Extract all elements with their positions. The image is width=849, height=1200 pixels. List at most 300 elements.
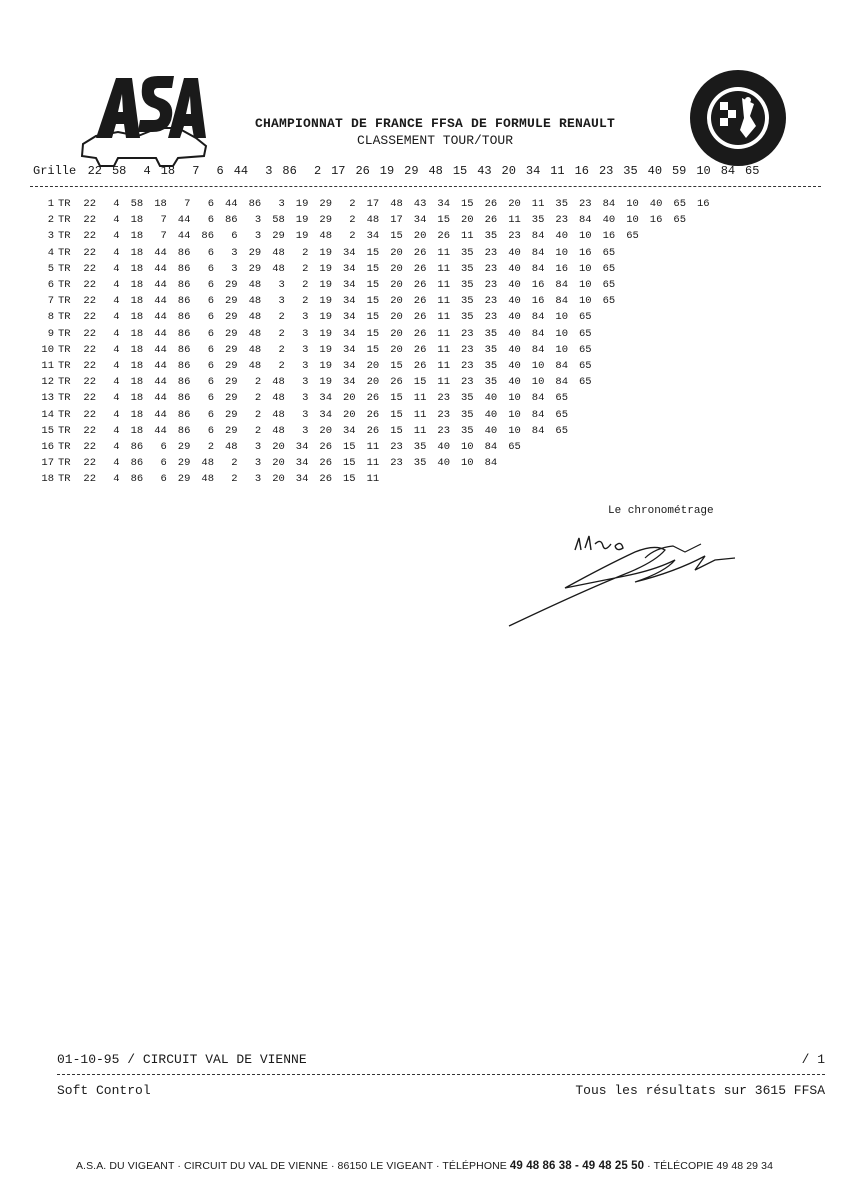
- lap-position: 6: [207, 295, 214, 308]
- grid-position: 6: [216, 164, 224, 178]
- lap-position: 84: [555, 279, 568, 291]
- lap-position: 19: [295, 198, 309, 210]
- lap-position: 34: [295, 473, 309, 486]
- lap-position: 40: [484, 424, 498, 437]
- lap-position: 19: [319, 311, 332, 324]
- lap-position: 44: [154, 279, 167, 291]
- lap-position: 22: [83, 246, 96, 259]
- lap-position: 22: [83, 198, 96, 210]
- lap-position: 44: [224, 198, 238, 210]
- lap-position: 22: [83, 295, 96, 308]
- grid-position: 65: [745, 164, 760, 178]
- lap-position: 84: [531, 424, 545, 437]
- lap-position: 29: [224, 424, 238, 437]
- lap-position: 26: [437, 230, 450, 243]
- lap-tag: TR: [58, 392, 71, 405]
- lap-position: 35: [460, 262, 474, 275]
- lap-position: 34: [295, 457, 309, 470]
- lap-tag: TR: [58, 214, 71, 227]
- lap-position: 18: [130, 262, 144, 275]
- lap-position: 86: [177, 246, 191, 259]
- lap-position: 48: [248, 360, 262, 372]
- phone-number-2: 49 48 25 50: [582, 1160, 645, 1172]
- lap-position: 19: [319, 360, 332, 372]
- lap-position: 35: [460, 246, 474, 259]
- lap-number: 3: [47, 230, 54, 243]
- lap-position: 29: [319, 198, 332, 210]
- grid-position: 58: [111, 164, 127, 178]
- lap-position: 15: [390, 408, 403, 421]
- lap-position: 6: [207, 262, 214, 275]
- lap-position: 29: [224, 295, 238, 308]
- lap-position: 86: [177, 360, 191, 372]
- lap-position: 22: [83, 214, 96, 227]
- lap-position: 23: [508, 230, 521, 243]
- lap-position: 65: [555, 392, 568, 405]
- lap-position: 16: [531, 279, 545, 291]
- lap-position: 10: [555, 246, 568, 259]
- address-text: A.S.A. DU VIGEANT · CIRCUIT DU VAL DE VIENNE · 86150 LE VIGEANT · TÉLÉPHONE: [75, 1160, 510, 1172]
- lap-position: 84: [531, 246, 545, 259]
- lap-position: 3: [254, 473, 262, 486]
- lap-tag: TR: [58, 198, 71, 210]
- lap-position: 29: [224, 343, 238, 356]
- lap-position: 15: [390, 230, 403, 243]
- lap-tag: TR: [58, 295, 71, 308]
- lap-position: 19: [295, 230, 309, 243]
- lap-position: 48: [248, 295, 262, 308]
- grid-position: 22: [87, 164, 102, 178]
- lap-position: 26: [484, 214, 498, 227]
- lap-position: 7: [160, 230, 167, 243]
- lap-position: 18: [130, 311, 144, 324]
- lap-position: 22: [83, 262, 96, 275]
- lap-tag: TR: [58, 441, 71, 453]
- lap-position: 20: [390, 262, 403, 275]
- lap-number: 12: [41, 376, 54, 389]
- lap-position: 6: [207, 424, 214, 437]
- lap-position: 26: [319, 441, 332, 453]
- lap-position: 86: [177, 392, 191, 405]
- lap-position: 2: [254, 392, 262, 405]
- lap-number: 2: [47, 214, 54, 227]
- lap-position: 26: [413, 246, 427, 259]
- lap-position: 6: [231, 230, 238, 243]
- lap-position: 44: [177, 230, 191, 243]
- lap-position: 65: [602, 262, 616, 275]
- lap-position: 17: [390, 214, 403, 227]
- lap-position: 4: [113, 392, 120, 405]
- lap-position: 26: [366, 408, 380, 421]
- lap-position: 11: [508, 214, 521, 227]
- lap-position: 86: [177, 311, 191, 324]
- lap-position: 15: [437, 214, 450, 227]
- lap-position: 2: [278, 327, 285, 340]
- lap-position: 48: [224, 441, 238, 453]
- lap-position: 26: [366, 392, 380, 405]
- lap-position: 23: [555, 214, 568, 227]
- lap-position: 3: [302, 424, 309, 437]
- lap-position: 34: [295, 441, 309, 453]
- lap-position: 23: [484, 246, 498, 259]
- lap-position: 26: [413, 279, 427, 291]
- grid-position: 40: [647, 164, 663, 178]
- lap-position: 4: [113, 198, 120, 210]
- lap-position: 18: [130, 230, 144, 243]
- lap-position: 34: [342, 246, 356, 259]
- lap-position: 84: [531, 408, 545, 421]
- lap-position: 34: [342, 376, 356, 389]
- lap-position: 84: [531, 343, 545, 356]
- lap-position: 15: [366, 311, 380, 324]
- lap-tag: TR: [58, 230, 71, 243]
- lap-position: 20: [390, 311, 403, 324]
- lap-position: 11: [437, 295, 450, 308]
- lap-position: 22: [83, 230, 96, 243]
- lap-position: 40: [508, 376, 521, 389]
- grid-position: 23: [598, 164, 614, 178]
- lap-position: 84: [602, 198, 616, 210]
- lap-position: 19: [319, 295, 332, 308]
- lap-position: 6: [207, 392, 214, 405]
- grid-position: 29: [404, 164, 419, 178]
- footer-page-number: / 1: [801, 1052, 825, 1067]
- lap-position: 20: [319, 424, 332, 437]
- lap-position: 23: [460, 360, 474, 372]
- lap-position: 11: [437, 376, 450, 389]
- lap-position: 58: [272, 214, 285, 227]
- lap-position: 86: [248, 198, 262, 210]
- lap-position: 3: [278, 295, 285, 308]
- lap-position: 11: [437, 311, 450, 324]
- lap-position: 65: [508, 441, 521, 453]
- lap-position: 16: [531, 295, 545, 308]
- grid-position: 26: [355, 164, 370, 178]
- lap-tag: TR: [58, 457, 71, 470]
- lap-position: 11: [437, 279, 450, 291]
- lap-tag: TR: [58, 408, 71, 421]
- lap-position: 22: [83, 441, 96, 453]
- lap-position: 2: [302, 295, 309, 308]
- lap-position: 6: [207, 408, 214, 421]
- lap-position: 16: [649, 214, 663, 227]
- lap-position: 15: [366, 343, 380, 356]
- lap-position: 3: [302, 343, 309, 356]
- lap-position: 20: [390, 327, 403, 340]
- lap-position: 84: [531, 327, 545, 340]
- lap-position: 48: [248, 343, 262, 356]
- lap-position: 4: [113, 376, 120, 389]
- lap-position: 10: [508, 392, 521, 405]
- lap-position: 22: [83, 424, 96, 437]
- lap-position: 15: [390, 360, 403, 372]
- lap-position: 26: [484, 198, 498, 210]
- lap-position: 3: [254, 230, 262, 243]
- lap-position: 22: [83, 457, 96, 470]
- lap-position: 35: [484, 360, 498, 372]
- lap-position: 40: [649, 198, 663, 210]
- lap-tag: TR: [58, 311, 71, 324]
- lap-position: 65: [578, 360, 592, 372]
- lap-position: 35: [413, 457, 427, 470]
- grid-position: 19: [379, 164, 395, 178]
- lap-position: 29: [248, 246, 262, 259]
- lap-position: 4: [113, 262, 120, 275]
- lap-position: 23: [484, 279, 498, 291]
- lap-number: 18: [41, 473, 54, 486]
- lap-position: 3: [231, 262, 238, 275]
- grid-position: 16: [574, 164, 589, 178]
- lap-position: 34: [342, 327, 356, 340]
- lap-position: 40: [555, 230, 568, 243]
- footer-results-note: Tous les résultats sur 3615 FFSA: [575, 1083, 825, 1098]
- lap-position: 23: [390, 457, 403, 470]
- lap-position: 84: [531, 230, 545, 243]
- lap-position: 11: [437, 246, 450, 259]
- lap-position: 26: [413, 327, 427, 340]
- lap-position: 86: [177, 408, 191, 421]
- lap-position: 18: [154, 198, 167, 210]
- organizer-address: [0, 1160, 849, 1172]
- lap-position: 22: [83, 408, 96, 421]
- lap-position: 10: [531, 360, 545, 372]
- lap-tag: TR: [58, 424, 71, 437]
- lap-position: 48: [201, 473, 214, 486]
- lap-position: 6: [207, 279, 214, 291]
- phone-number-1: 49 48 86 38: [509, 1160, 572, 1172]
- lap-position: 18: [130, 327, 144, 340]
- grid-position: 48: [428, 164, 443, 178]
- lap-position: 23: [437, 392, 450, 405]
- lap-position: 35: [460, 295, 474, 308]
- lap-position: 6: [160, 473, 167, 486]
- lap-position: 86: [201, 230, 214, 243]
- lap-position: 11: [437, 262, 450, 275]
- lap-position: 4: [113, 230, 120, 243]
- lap-position: 40: [508, 295, 521, 308]
- lap-position: 35: [460, 279, 474, 291]
- lap-position: 15: [366, 327, 380, 340]
- lap-position: 44: [177, 214, 191, 227]
- lap-tag: TR: [58, 279, 71, 291]
- lap-position: 19: [319, 327, 332, 340]
- lap-position: 65: [578, 343, 592, 356]
- lap-number: 1: [47, 198, 54, 210]
- lap-position: 86: [130, 473, 144, 486]
- lap-position: 86: [224, 214, 238, 227]
- lap-position: 3: [254, 441, 262, 453]
- lap-position: 18: [130, 392, 144, 405]
- lap-number: 15: [41, 424, 54, 437]
- lap-position: 10: [555, 311, 568, 324]
- lap-position: 34: [342, 295, 356, 308]
- lap-position: 2: [278, 311, 285, 324]
- lap-position: 10: [578, 262, 592, 275]
- lap-position: 40: [484, 392, 498, 405]
- lap-position: 29: [224, 360, 238, 372]
- lap-position: 65: [578, 311, 592, 324]
- grid-position: 59: [671, 164, 687, 178]
- lap-tag: TR: [58, 343, 71, 356]
- lap-position: 10: [531, 376, 545, 389]
- lap-position: 86: [130, 441, 144, 453]
- lap-position: 18: [130, 376, 144, 389]
- timekeeper-signature: [505, 530, 765, 634]
- ffsa-seal: [688, 68, 788, 172]
- lap-number: 6: [47, 279, 54, 291]
- lap-position: 23: [437, 424, 450, 437]
- lap-position: 34: [319, 408, 332, 421]
- grid-label: Grille: [33, 164, 77, 178]
- lap-number: 8: [47, 311, 54, 324]
- lap-position: 2: [302, 279, 309, 291]
- lap-number: 7: [47, 295, 54, 308]
- lap-position: 20: [390, 343, 403, 356]
- lap-position: 18: [130, 246, 144, 259]
- lap-position: 11: [366, 441, 380, 453]
- lap-position: 48: [201, 457, 214, 470]
- lap-position: 10: [578, 295, 592, 308]
- lap-tag: TR: [58, 376, 71, 389]
- lap-position: 20: [390, 295, 403, 308]
- lap-position: 40: [602, 214, 616, 227]
- lap-position: 35: [460, 424, 474, 437]
- lap-position: 23: [484, 311, 498, 324]
- footer-divider: [57, 1074, 825, 1075]
- lap-tag: TR: [58, 360, 71, 372]
- lap-chart-table: [0, 160, 849, 500]
- lap-position: 44: [154, 327, 167, 340]
- lap-position: 26: [366, 424, 380, 437]
- lap-position: 6: [207, 360, 214, 372]
- lap-position: 84: [555, 295, 568, 308]
- footer-software: Soft Control: [57, 1083, 151, 1098]
- grid-position: 4: [143, 164, 151, 178]
- lap-position: 26: [413, 311, 427, 324]
- lap-position: 16: [696, 198, 710, 210]
- lap-number: 9: [47, 327, 54, 340]
- lap-position: 26: [413, 343, 427, 356]
- lap-position: 86: [177, 295, 191, 308]
- lap-position: 35: [460, 408, 474, 421]
- lap-position: 6: [207, 327, 214, 340]
- lap-position: 10: [460, 441, 474, 453]
- lap-position: 86: [177, 424, 191, 437]
- lap-position: 86: [177, 343, 191, 356]
- lap-position: 84: [484, 457, 498, 470]
- lap-position: 40: [508, 262, 521, 275]
- lap-position: 65: [578, 376, 592, 389]
- lap-position: 2: [207, 441, 214, 453]
- lap-position: 34: [342, 343, 356, 356]
- lap-position: 3: [302, 408, 309, 421]
- grid-position: 44: [233, 164, 249, 178]
- grid-position: 11: [550, 164, 565, 178]
- lap-position: 29: [248, 262, 262, 275]
- lap-position: 19: [319, 262, 332, 275]
- lap-position: 65: [673, 214, 686, 227]
- lap-position: 6: [207, 343, 214, 356]
- grid-position: 3: [265, 164, 273, 178]
- lap-position: 2: [254, 376, 262, 389]
- lap-number: 17: [41, 457, 54, 470]
- lap-position: 35: [484, 376, 498, 389]
- lap-position: 15: [342, 441, 356, 453]
- lap-position: 48: [319, 230, 332, 243]
- lap-position: 16: [602, 230, 616, 243]
- lap-position: 84: [531, 262, 545, 275]
- lap-position: 18: [130, 295, 144, 308]
- lap-position: 35: [484, 343, 498, 356]
- lap-position: 26: [413, 360, 427, 372]
- lap-tag: TR: [58, 473, 71, 486]
- lap-position: 15: [460, 198, 474, 210]
- lap-position: 44: [154, 392, 167, 405]
- fax-number: 49 48 29 34: [716, 1160, 774, 1172]
- lap-position: 40: [508, 327, 521, 340]
- lap-position: 34: [342, 262, 356, 275]
- lap-position: 18: [130, 279, 144, 291]
- lap-position: 20: [272, 473, 285, 486]
- lap-position: 44: [154, 360, 167, 372]
- lap-position: 16: [578, 246, 592, 259]
- fax-label: · TÉLÉCOPIE: [644, 1160, 717, 1172]
- lap-position: 40: [508, 279, 521, 291]
- lap-position: 40: [484, 408, 498, 421]
- lap-position: 44: [154, 311, 167, 324]
- lap-position: 10: [508, 408, 521, 421]
- lap-position: 15: [342, 457, 356, 470]
- lap-tag: TR: [58, 262, 71, 275]
- grid-position: 34: [525, 164, 541, 178]
- lap-position: 3: [231, 246, 238, 259]
- lap-position: 40: [437, 457, 450, 470]
- lap-position: 44: [154, 408, 167, 421]
- lap-position: 29: [177, 457, 191, 470]
- lap-position: 20: [342, 392, 356, 405]
- lap-position: 65: [555, 424, 568, 437]
- lap-position: 65: [578, 327, 592, 340]
- lap-position: 40: [508, 246, 521, 259]
- lap-position: 34: [366, 230, 380, 243]
- lap-position: 2: [254, 424, 262, 437]
- lap-position: 26: [413, 262, 427, 275]
- lap-position: 84: [531, 311, 545, 324]
- lap-position: 29: [224, 392, 238, 405]
- lap-position: 20: [272, 441, 285, 453]
- lap-position: 29: [224, 279, 238, 291]
- lap-position: 23: [484, 262, 498, 275]
- lap-position: 17: [366, 198, 380, 210]
- lap-position: 29: [272, 230, 285, 243]
- lap-position: 7: [160, 214, 167, 227]
- lap-position: 44: [154, 424, 167, 437]
- lap-position: 7: [184, 198, 191, 210]
- lap-position: 44: [154, 376, 167, 389]
- lap-position: 20: [342, 408, 356, 421]
- lap-position: 48: [272, 392, 285, 405]
- lap-position: 23: [460, 376, 474, 389]
- grid-position: 20: [501, 164, 516, 178]
- lap-position: 48: [272, 408, 285, 421]
- lap-position: 4: [113, 295, 120, 308]
- grid-position: 10: [696, 164, 711, 178]
- lap-position: 20: [460, 214, 474, 227]
- lap-position: 35: [484, 230, 498, 243]
- lap-position: 15: [366, 295, 380, 308]
- lap-position: 34: [342, 279, 356, 291]
- lap-position: 2: [302, 262, 309, 275]
